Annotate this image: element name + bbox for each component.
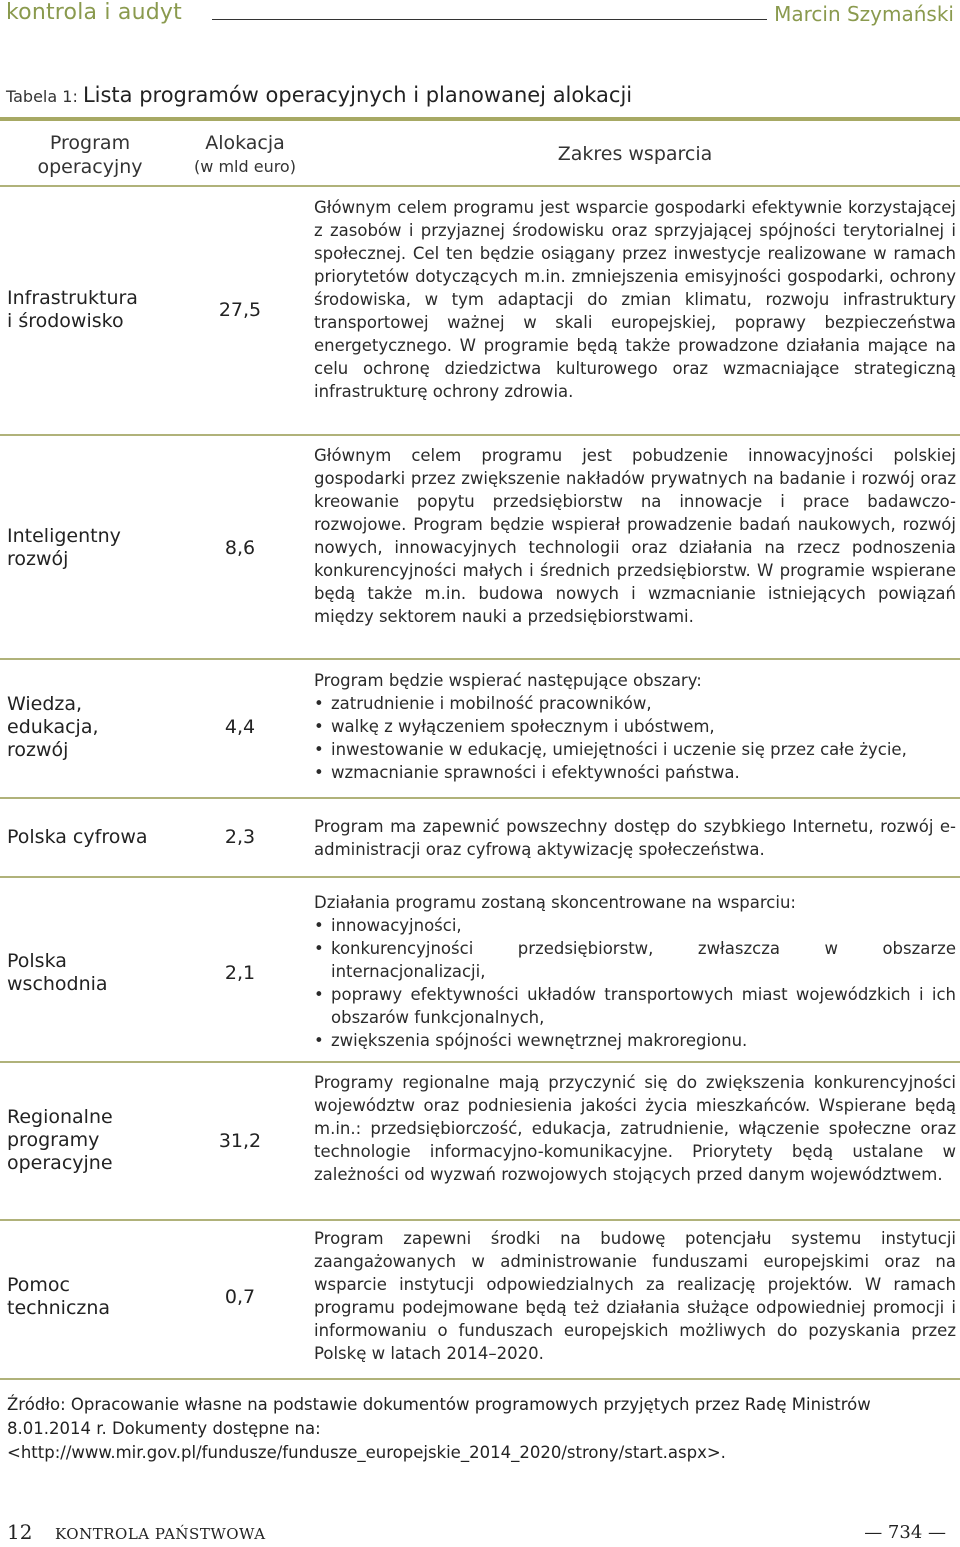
allocation-value: 27,5 (218, 299, 262, 321)
page-number: 12 (7, 1520, 33, 1544)
support-scope: Programy regionalne mają przyczynić się do zwiększenia konkurencyjności województw oraz podniesienia jakości życia mieszkańców. Wspierane będą m.in.: przedsiębiorczość, edukacja, zatrudnienie, włączenie społeczne oraz technologie informacyjno-komunikacyjne. Priorytety będą ustalane w zależności od wyzwań rozwojowych stojących przed danym województwem. (314, 1073, 956, 1184)
table-top-rule (0, 117, 960, 121)
source-note: Źródło: Opracowanie własne na podstawie dokumentów programowych przyjętych przez Radę Ministrów 8.01.2014 r. Dokumenty dostępne na: <http://www.mir.gov.pl/fundusze/fundusze_europejskie_2014_2020/strony/start.aspx>. (7, 1393, 957, 1465)
allocation-value: 2,1 (224, 962, 256, 984)
row-separator (0, 1061, 960, 1063)
program-name: Pomoc techniczna (7, 1274, 111, 1319)
list-item: • inwestowanie w edukację, umiejętności i uczenie się przez całe życie, (314, 738, 956, 761)
support-scope: Program zapewni środki na budowę potencjału systemu instytucji zaangażowanych w administrowanie funduszami europejskimi oraz na wsparcie instytucji odpowiedzialnych za realizację projektów. W ramach programu podejmowane będą też działania służące odpowiedniej promocji i informowaniu o funduszach europejskich możliwych do pozyskania przez Polskę w latach 2014–2020. (314, 1229, 956, 1363)
support-scope: Program ma zapewnić powszechny dostęp do szybkiego Internetu, rozwój e-administracji oraz cyfrową aktywizację społeczeństwa. (314, 817, 956, 859)
row-separator (0, 1219, 960, 1221)
row-separator (0, 185, 960, 187)
issue-number: — 734 — (864, 1522, 946, 1543)
column-header-allocation: Alokacja (w mld euro) (180, 131, 310, 179)
source-url: <http://www.mir.gov.pl/fundusze/fundusze_europejskie_2014_2020/strony/start.aspx>. (7, 1443, 726, 1462)
header-rule (212, 19, 767, 20)
list-item: • poprawy efektywności układów transportowych miast wojewódzkich i ich obszarów funkcjonalnych, (314, 983, 956, 1029)
row-separator (0, 658, 960, 660)
allocation-unit: (w mld euro) (194, 157, 296, 176)
list-item: • zatrudnienie i mobilność pracowników, (314, 692, 956, 715)
allocation-value: 0,7 (224, 1286, 256, 1308)
row-separator (0, 876, 960, 878)
author-name: Marcin Szymański (774, 2, 954, 26)
support-scope: Głównym celem programu jest pobudzenie innowacyjności polskiej gospodarki przez zwiększenie nakładów prywatnych na badanie i rozwój oraz kreowanie popytu przedsiębiorstw na innowacje i prace badawczo-rozwojowe. Program będzie wspierał prowadzenie badań naukowych, rozwój nowych, innowacyjnych technologii oraz działania na rzecz podnoszenia konkurencyjności małych i średnich przedsiębiorstw. W programie wspierane będą także m.in. budowa nowych i wzmacnianie istniejących powiązań między sektorem nauki a przedsiębiorstwami. (314, 446, 956, 626)
program-name: Regionalne programy operacyjne (7, 1106, 113, 1174)
allocation-value: 4,4 (224, 716, 256, 738)
support-scope: Program będzie wspierać następujące obszary: • zatrudnienie i mobilność pracowników, • walkę z wyłączeniem społecznym i ubóstwem, • inwestowanie w edukację, umiejętności i uczenie się przez całe życie, • wzmacnianie sprawności i efektywności państwa. (314, 669, 956, 784)
bullet-list (314, 914, 956, 1052)
program-name: Polska cyfrowa (7, 826, 148, 848)
list-item: • konkurencyjności przedsiębiorstw, zwłaszcza w obszarze internacjonalizacji, (314, 937, 956, 983)
row-separator (0, 797, 960, 799)
support-scope: Głównym celem programu jest wsparcie gospodarki efektywnie korzystającej z zasobów i przyjaznej środowisku oraz sprzyjającej spójności terytorialnej i społecznej. Cel ten będzie osiągany przez inwestycje realizowane w ramach priorytetów dotyczących m.in. zmniejszenia emisyjności gospodarki, ochrony środowiska, w tym adaptacji do zmian klimatu, rozwoju infrastruktury transportowej ważnej w skali europejskiej, poprawy bezpieczeństwa energetycznego. W programie będą także prowadzone działania mające na celu ochronę dziedzictwa kulturowego oraz wzmacniające strategiczną infrastrukturę ochrony zdrowia. (314, 198, 956, 401)
list-item: • zwiększenia spójności wewnętrznej makroregionu. (314, 1029, 956, 1052)
table-number: Tabela 1: (6, 87, 78, 106)
row-separator (0, 434, 960, 436)
program-name: Infrastruktura i środowisko (7, 287, 138, 332)
program-name: Polska wschodnia (7, 950, 108, 995)
program-name: Wiedza, edukacja, rozwój (7, 693, 99, 761)
support-scope: Działania programu zostaną skoncentrowane na wsparciu: • innowacyjności, • konkurencyjności przedsiębiorstw, zwłaszcza w obszarze internacjonalizacji, • poprawy efektywności układów transportowych miast wojewódzkich i ich obszarów funkcjonalnych, • zwiększenia spójności wewnętrznej makroregionu. (314, 891, 956, 1052)
allocation-value: 2,3 (224, 826, 256, 848)
page-footer (0, 1520, 960, 1547)
list-item: • walkę z wyłączeniem społecznym i ubóstwem, (314, 715, 956, 738)
program-name: Inteligentny rozwój (7, 525, 121, 570)
running-section-title: kontrola i audyt (6, 0, 182, 25)
table-caption (6, 83, 632, 107)
list-item: • wzmacnianie sprawności i efektywności państwa. (314, 761, 956, 784)
column-header-scope: Zakres wsparcia (557, 143, 713, 165)
column-header-program: Program operacyjny (37, 132, 143, 178)
page-header (0, 0, 960, 30)
bullet-list (314, 692, 956, 784)
allocation-value: 31,2 (218, 1130, 262, 1152)
list-item: • innowacyjności, (314, 914, 956, 937)
allocation-value: 8,6 (224, 537, 256, 559)
journal-name: KONTROLA PAŃSTWOWA (55, 1525, 266, 1543)
table-title: Lista programów operacyjnych i planowanej alokacji (82, 83, 633, 107)
row-separator (0, 1378, 960, 1380)
